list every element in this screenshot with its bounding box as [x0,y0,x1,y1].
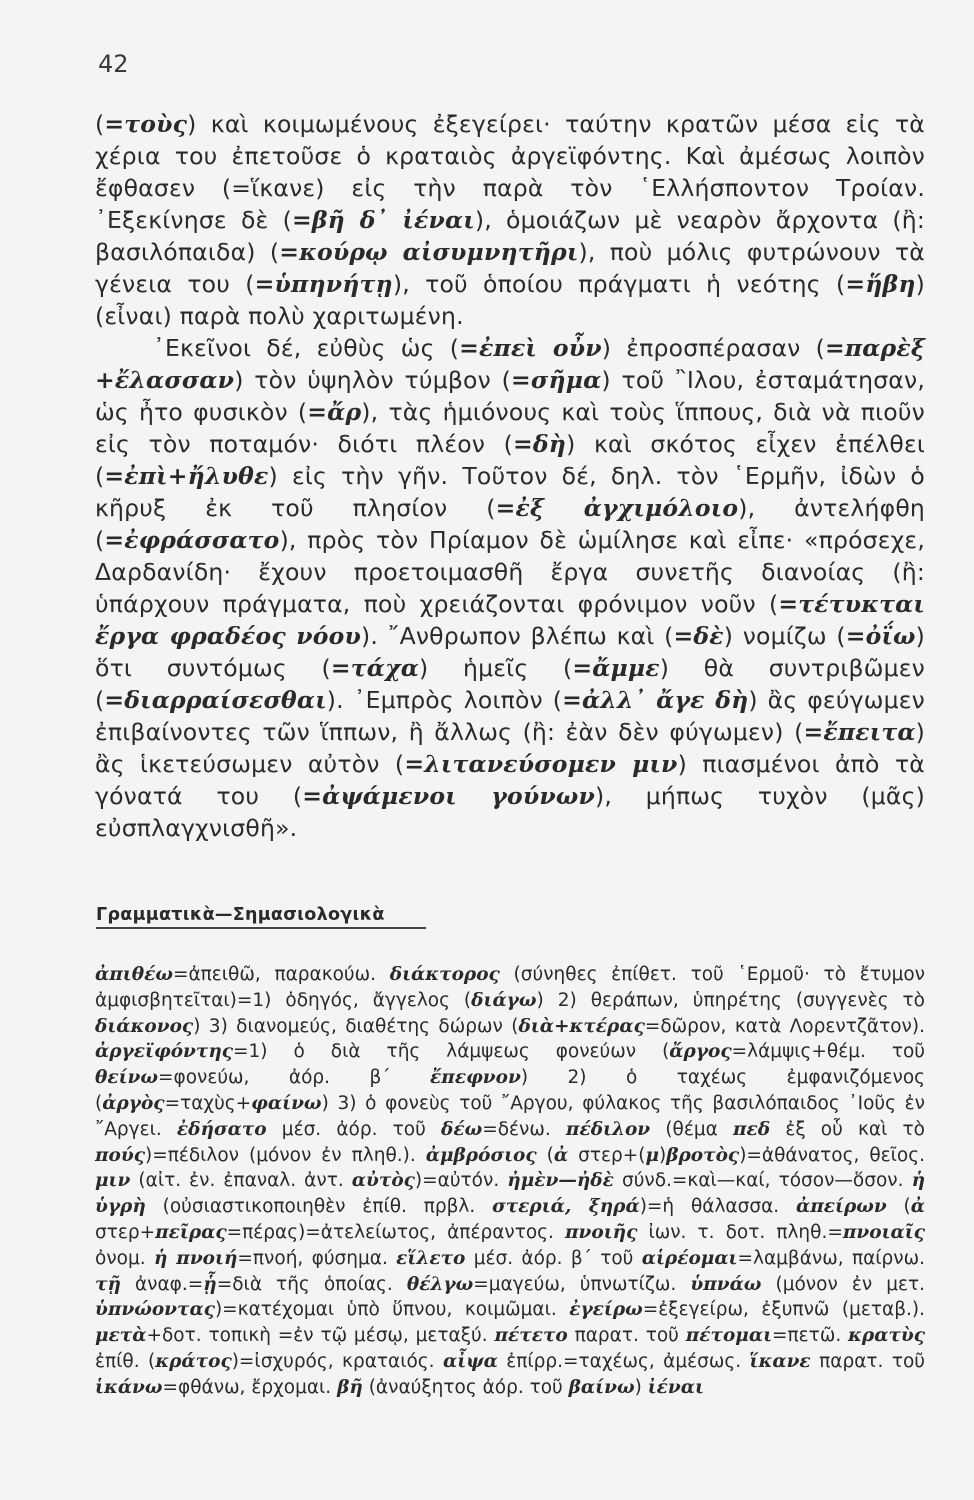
text-run: ἐπίρρ.=ταχέως, ἀμέσως. [497,1350,750,1372]
greek-term: =ἄρ [307,398,362,426]
greek-term: ὑπνάω [690,1273,762,1295]
greek-term: ἱκάνω [95,1376,163,1398]
text-run: ) ὅτι συντόμως ( [95,622,926,682]
text-run: ἀναφ.= [120,1273,204,1295]
greek-term: διάγω [471,989,537,1011]
text-run: =ταχὺς+ [164,1092,252,1114]
text-run: παρατ. τοῦ [810,1350,925,1372]
text-run: ) καὶ κοιμωμένους ἐξεγείρει· ταύτην κρατῶν μέσα εἰς τὰ χέρια του ἐπετοῦσε ὁ κραταιὸς ἀργεϊφόντης. Καὶ ἀμέσως λοιπὸν ἔφθασεν (=ἵκανε) εἰς τὴν παρὰ τὸν ῾Ελλήσποντον Τροίαν. ᾿Εξεκίνησε δὲ ( [95,110,925,234]
greek-term: διάκτορος [389,964,500,985]
greek-term: =ἐπεὶ οὖν [459,334,602,362]
text-run: ) εἰς τὴν γῆν. Τοῦτον δέ, δηλ. τὸν ῾Ερμῆν, ἰδὼν ὁ κῆρυξ ἐκ τοῦ πλησίον ( [95,462,925,522]
text-run: ), πρὸς τὸν Πρίαμον δὲ ὡμίλησε καὶ εἶπε· «πρόσεχε, Δαρδανίδη· ἔχουν προετοιμασθῆ ἔργα συνετῆς διανοίας (ἢ: ὑπάρχουν πράγματα, ποὺ χρειάζονται φρόνιμον νοῦν ( [95,526,925,618]
text-run: ἐπίθ. ( [95,1350,156,1372]
greek-term: πούς [95,1144,145,1166]
greek-term: μετὰ [95,1325,147,1347]
text-run: ). ᾿Εμπρὸς λοιπὸν ( [326,686,563,714]
greek-term: μ [645,1144,659,1166]
greek-term: βαίνω [568,1376,635,1398]
text-run: =λάμψις+θέμ. τοῦ [731,1041,926,1063]
text-run: ) ἐπροσπέρασαν ( [601,334,825,362]
text-run: =πνοή, φύσημα. [237,1247,397,1269]
text-run: (αἰτ. ἐν. ἐπαναλ. ἀντ. [130,1170,352,1192]
text-run: =δένω. [482,1118,566,1140]
greek-term: =ἐπὶ+ἤλυθε [104,462,269,490]
text-run: μέσ. ἀόρ. τοῦ [266,1118,441,1140]
greek-term: ἀπείρων [795,1196,887,1218]
greek-term: ἀργὸς [102,1092,165,1114]
text-run: =1) ὁ διὰ τῆς λάμψεως φονεύων ( [233,1041,670,1063]
text-run: ) τοῦ ῍Ιλου, ἐσταμάτησαν, ὡς ἦτο φυσικὸν ( [95,366,925,426]
text-run: ), ποὺ μόλις φυτρώνουν τὰ γένεια του ( [95,238,925,298]
text-run: =λαμβάνω, παίρνω. [737,1247,925,1269]
greek-term: διάκονος [95,1015,194,1037]
text-run: =ἐξεγείρω, ἐξυπνῶ (μεταβ.). [642,1299,925,1321]
greek-term: μιν [95,1170,131,1192]
text-run: =πετῶ. [772,1325,849,1347]
text-run: ) [659,1144,667,1166]
text-run: στερ+ [95,1221,156,1243]
greek-term: τῇ [95,1273,121,1295]
paragraph-1 [95,108,925,332]
greek-term: ἡ πνοιή [153,1247,238,1269]
greek-term: βροτὸς [666,1144,740,1166]
greek-term: =τοὺς [104,110,188,138]
text-run: ) ἂς φεύγωμεν ἐπιβαίνοντες τῶν ἵππων, ἢ ἄλλως (ἢ: ἐὰν δὲν φύγωμεν) ( [95,686,925,746]
page-number: 42 [98,50,129,78]
text-run: )=αὐτόν. [414,1170,508,1192]
text-run: =δῶρον, κατὰ Λορεντζᾶτον). [644,1015,925,1037]
text-run: ἐξ οὗ καὶ τὸ [770,1118,925,1140]
text-run: =ἀπειθῶ, παρακούω. [172,964,390,985]
text-run: )=ἀθάνατος, θεῖος. [739,1144,925,1166]
text-run: (μόνον ἐν μετ. [761,1273,926,1295]
text-run: =διὰ τῆς ὁποίας. [216,1273,407,1295]
text-run: ) (εἶναι) παρὰ πολὺ χαριτωμένη. [95,270,926,330]
greek-term: εἵλετο [396,1247,466,1269]
text-run: ) 3) ὁ φονεὺς τοῦ ῎Αργου, φύλακος τῆς βασιλόπαιδος ᾿Ιοῦς ἐν ῎Αργει. [95,1092,925,1140]
greek-term: =ἀλλ᾿ ἄγε δὴ [562,686,749,714]
text-run: ), ἀντελήφθη ( [95,494,925,554]
greek-term: ἀ [553,1144,569,1166]
text-run: ) πιασμένοι ἀπὸ τὰ γόνατά του ( [95,750,925,810]
greek-term: πέδιλον [565,1118,651,1140]
greek-term: βῆ [337,1376,363,1398]
greek-term: ᾗ [203,1273,217,1295]
greek-term: θέλγω [406,1273,474,1295]
text-run: ) ἡμεῖς ( [419,654,573,682]
greek-term: =κούρῳ αἰσυμνητῆρι [279,238,579,266]
greek-term: κρατὺς [848,1325,926,1347]
greek-term: =δὲ [673,622,724,650]
greek-term: κράτος [155,1350,232,1372]
greek-term: αὐτὸς [351,1170,415,1192]
greek-term: =διαρραίσεσθαι [104,686,327,714]
text-run: =φθάνω, ἔρχομαι. [162,1376,338,1398]
text-run: ) [634,1376,648,1398]
greek-term: ἀ [910,1196,926,1218]
greek-term: πνοιαῖς [842,1221,925,1243]
greek-term: =ἔπειτα [803,718,916,746]
text-run: ). ῎Ανθρωπον βλέπω καὶ ( [361,622,674,650]
greek-term: ἠμὲν—ἠδὲ [507,1170,614,1192]
section-heading: Γραμματικὰ—Σημασιολογικὰ [96,905,426,929]
paragraph-2 [95,332,925,844]
text-run: ) 2) θεράπων, ὑπηρέτης (συγγενὲς τὸ [536,989,925,1011]
text-run: παρατ. τοῦ [567,1325,686,1347]
text-run: ), τὰς ἡμιόνους καὶ τοὺς ἵππους, διὰ νὰ πιοῦν εἰς τὸν ποταμόν· διότι πλέον ( [95,398,925,458]
greek-term: ἀπιθέω [95,964,173,985]
text-run: =φονεύω, ἀόρ. β´ [158,1067,431,1089]
greek-term: =λιτανεύσομεν μιν [404,750,678,778]
greek-term: ἡ ὑγρὴ [95,1170,926,1218]
text-run: ᾿Εκεῖνοι δέ, εὐθὺς ὡς ( [153,334,460,362]
text-run: ) τὸν ὑψηλὸν τύμβον ( [234,366,512,394]
text-run: ) νομίζω ( [723,622,846,650]
greek-term: =ἥβη [845,270,916,298]
greek-term: =σῆμα [511,366,602,394]
text-run: )=ἰσχυρός, κραταιός. [231,1350,443,1372]
text-run: ), μήπως τυχὸν (μᾶς) εὐσπλαγχνισθῆ». [95,782,925,842]
text-run: ) 3) διανομεύς, διαθέτης δώρων ( [193,1015,519,1037]
text-run: )=ἡ θάλασσα. [639,1196,796,1218]
greek-term: πέτομαι [685,1325,773,1347]
greek-term: πεδ [733,1118,771,1140]
text-run: ), τοῦ ὁποίου πράγματι ἡ νεότης ( [392,270,846,298]
text-run: (θέμα [650,1118,733,1140]
text-run: (οὐσιαστικοποιηθὲν ἐπίθ. πρβλ. [145,1196,493,1218]
text-run: ( [536,1144,554,1166]
greek-term: =ἄμμε [572,654,660,682]
text-run: (σύνηθες ἐπίθετ. τοῦ ῾Ερμοῦ· τὸ ἔτυμον ἀμφισβητεῖται)=1) ὁδηγός, ἄγγελος ( [95,964,925,1011]
greek-term: ἀμβρόσιος [425,1144,537,1166]
greek-term: θείνω [95,1067,158,1089]
greek-term: ἄργος [669,1041,732,1063]
greek-term: δέω [441,1118,483,1140]
greek-term: πέτετο [494,1325,568,1347]
greek-term: =ὀΐω [845,622,916,650]
text-run: ( [95,110,105,138]
greek-term: =τέτυκται ἔργα φραδέος νόου [95,590,925,650]
text-run: (ἀναύξητος ἀόρ. τοῦ [362,1376,569,1398]
text-run: ), ὁμοιάζων μὲ νεαρὸν ἄρχοντα (ἢ: βασιλόπαιδα) ( [95,206,925,266]
greek-term: =ἐξ ἀγχιμόλοιο [495,494,739,522]
greek-term: ἰέναι [647,1376,704,1398]
greek-term: ἀργεϊφόντης [95,1041,234,1063]
greek-term: διὰ+κτέρας [518,1015,645,1037]
greek-term: στεριά, ξηρά [492,1196,640,1218]
text-run: ( [886,1196,911,1218]
greek-term: αἱρέομαι [641,1247,738,1269]
main-text [95,108,925,844]
text-run: )=πέδιλον (μόνον ἐν πληθ.). [144,1144,426,1166]
greek-term: πεῖρας [155,1221,227,1243]
text-run: στερ+( [568,1144,646,1166]
text-run: ) 2) ὁ ταχέως ἐμφανιζόμενος ( [95,1067,925,1114]
text-run: ) ἂς ἱκετεύσωμεν αὐτὸν ( [95,718,925,778]
greek-term: =τάχα [330,654,420,682]
greek-term: ἐδήσατο [176,1118,267,1140]
text-run: )=κατέχομαι ὑπὸ ὕπνου, κοιμῶμαι. [214,1299,570,1321]
text-run: ὀνομ. [95,1247,154,1269]
greek-term: =βῆ δ᾿ ἰέναι [291,206,475,234]
text-run: μέσ. ἀόρ. β´ τοῦ [465,1247,642,1269]
text-run: =πέρας)=ἀτελείωτος, ἀπέραντος. [226,1221,565,1243]
greek-term: φαίνω [251,1092,322,1114]
text-run: ἰων. τ. δοτ. πληθ.= [637,1221,843,1243]
text-run: σύνδ.=καὶ—καί, τόσον—ὅσον. [613,1170,912,1192]
greek-term: =ὑπηνήτῃ [254,270,393,298]
greek-term: =δὴ [513,430,567,458]
greek-term: πνοιῆς [565,1221,638,1243]
greek-term: ἔπεφνον [430,1067,521,1089]
text-run: +δοτ. τοπικὴ =ἐν τῷ μέσῳ, μεταξύ. [146,1325,495,1347]
greek-term: ἐγείρω [569,1299,643,1321]
greek-term: =παρὲξ +ἔλασσαν [95,334,925,394]
greek-term: ὑπνώοντας [95,1299,215,1321]
text-run: ) καὶ σκότος εἶχεν ἐπέλθει ( [95,430,925,490]
greek-term: ἵκανε [749,1350,811,1372]
text-run: ) θὰ συντριβῶμεν ( [95,654,925,714]
greek-term: αἶψα [442,1350,498,1372]
glossary-text [95,962,925,1401]
greek-term: =ἀψάμενοι γούνων [302,782,595,810]
text-run: =μαγεύω, ὑπνωτίζω. [473,1273,691,1295]
greek-term: =ἐφράσσατο [104,526,280,554]
